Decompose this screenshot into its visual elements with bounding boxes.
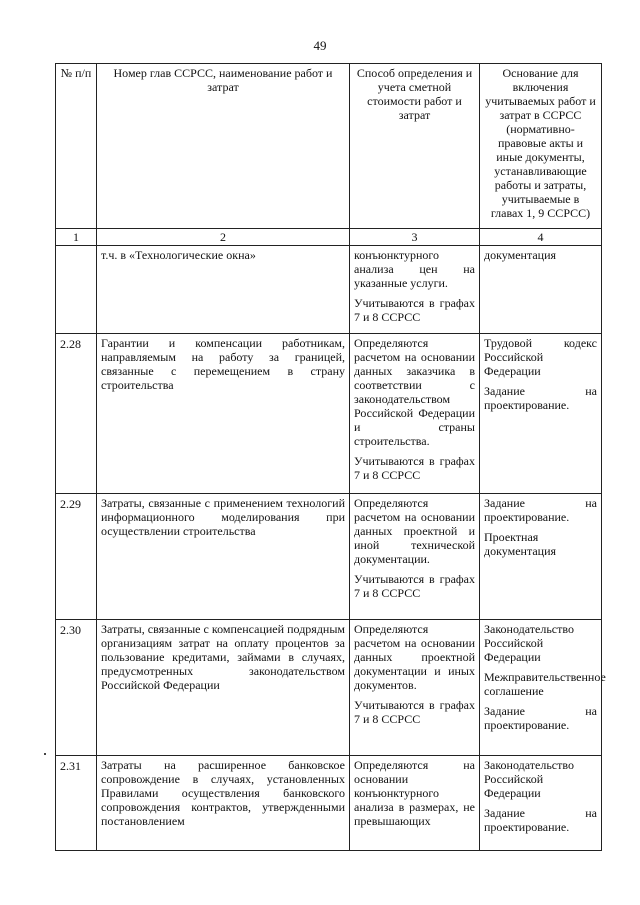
table-row — [56, 620, 602, 756]
table-header-row — [56, 64, 602, 229]
basis-text: Межправительственное соглашение — [484, 670, 606, 698]
header-number: № п/п — [56, 64, 97, 229]
row-number — [56, 246, 97, 334]
table-row — [56, 246, 602, 334]
column-number: 3 — [350, 229, 480, 246]
column-number: 2 — [97, 229, 350, 246]
table-row — [56, 494, 602, 620]
row-name-text: т.ч. в «Технологические окна» — [101, 248, 256, 262]
row-number: 2.28 — [56, 334, 97, 494]
basis-text: Задание на проектирование. — [484, 704, 597, 732]
row-method — [350, 334, 480, 494]
basis-text: документация — [484, 248, 557, 262]
method-text: Учитываются в графах 7 и 8 ССРСС — [354, 572, 475, 600]
row-method — [350, 620, 480, 756]
row-method — [350, 246, 480, 334]
header-name: Номер глав ССРСС, наименование работ и затрат — [97, 64, 350, 229]
row-name-text: Затраты, связанные с применением технологий информационного моделирования при осуществлении строительства — [101, 496, 345, 538]
basis-text: Законодательство Российской Федерации — [484, 758, 574, 800]
basis-text: Трудовой кодекс Российской Федерации — [484, 336, 597, 378]
row-method — [350, 494, 480, 620]
method-text: Определяются расчетом на основании данных проектной документации и иных документов. — [354, 622, 475, 692]
works-costs-table — [55, 63, 606, 851]
basis-text: Законодательство Российской Федерации — [484, 622, 574, 664]
table-row — [56, 756, 602, 851]
row-number: 2.30 — [56, 620, 97, 756]
column-number: 1 — [56, 229, 97, 246]
basis-text: Задание на проектирование. — [484, 496, 597, 524]
method-text: Учитываются в графах 7 и 8 ССРСС — [354, 454, 475, 482]
row-method — [350, 756, 480, 851]
row-name — [97, 756, 350, 851]
row-name-text: Затраты на расширенное банковское сопровождение в случаях, установленных Правилами осуществления банковского сопровождения контрактов, утвержденными постановлением — [101, 758, 345, 828]
header-method: Способ определения и учета сметной стоимости работ и затрат — [350, 64, 480, 229]
table-row — [56, 334, 602, 494]
row-name — [97, 334, 350, 494]
scan-mark — [44, 753, 46, 755]
method-text: Определяются на основании конъюнктурного анализа в размерах, не превышающих — [354, 758, 475, 828]
basis-text: Задание на проектирование. — [484, 384, 597, 412]
method-text: Определяются расчетом на основании данных проектной и иной технической документации. — [354, 496, 475, 566]
header-basis: Основание для включения учитываемых работ и затрат в ССРСС (нормативно-правовые акты и иные документы, устанавливающие работы и затраты, учитываемые в главах 1, 9 ССРСС) — [480, 64, 602, 229]
column-number: 4 — [480, 229, 602, 246]
row-number: 2.31 — [56, 756, 97, 851]
row-basis — [480, 334, 602, 494]
method-text: Учитываются в графах 7 и 8 ССРСС — [354, 698, 475, 726]
row-name — [97, 494, 350, 620]
row-name-text: Гарантии и компенсации работникам, направляемым на работу за границей, связанные с перемещением в страну строительства — [101, 336, 345, 392]
row-name — [97, 246, 350, 334]
method-text: конъюнктурного анализа цен на указанные услуги. — [354, 248, 475, 290]
row-basis — [480, 494, 602, 620]
method-text: Определяются расчетом на основании данных заказчика в соответствии с законодательством Российской Федерации и страны строительства. — [354, 336, 475, 448]
row-number: 2.29 — [56, 494, 97, 620]
row-name-text: Затраты, связанные с компенсацией подрядным организациям затрат на оплату процентов за пользование кредитами, займами в случаях, предусмотренных законодательством Российской Федерации — [101, 622, 345, 692]
basis-text: Задание на проектирование. — [484, 806, 597, 834]
row-basis — [480, 620, 606, 756]
row-name — [97, 620, 350, 756]
basis-text: Проектная документация — [484, 530, 557, 558]
row-basis — [480, 756, 602, 851]
column-number-row — [56, 229, 602, 246]
method-text: Учитываются в графах 7 и 8 ССРСС — [354, 296, 475, 324]
page-number: 49 — [313, 38, 327, 53]
row-basis — [480, 246, 602, 334]
